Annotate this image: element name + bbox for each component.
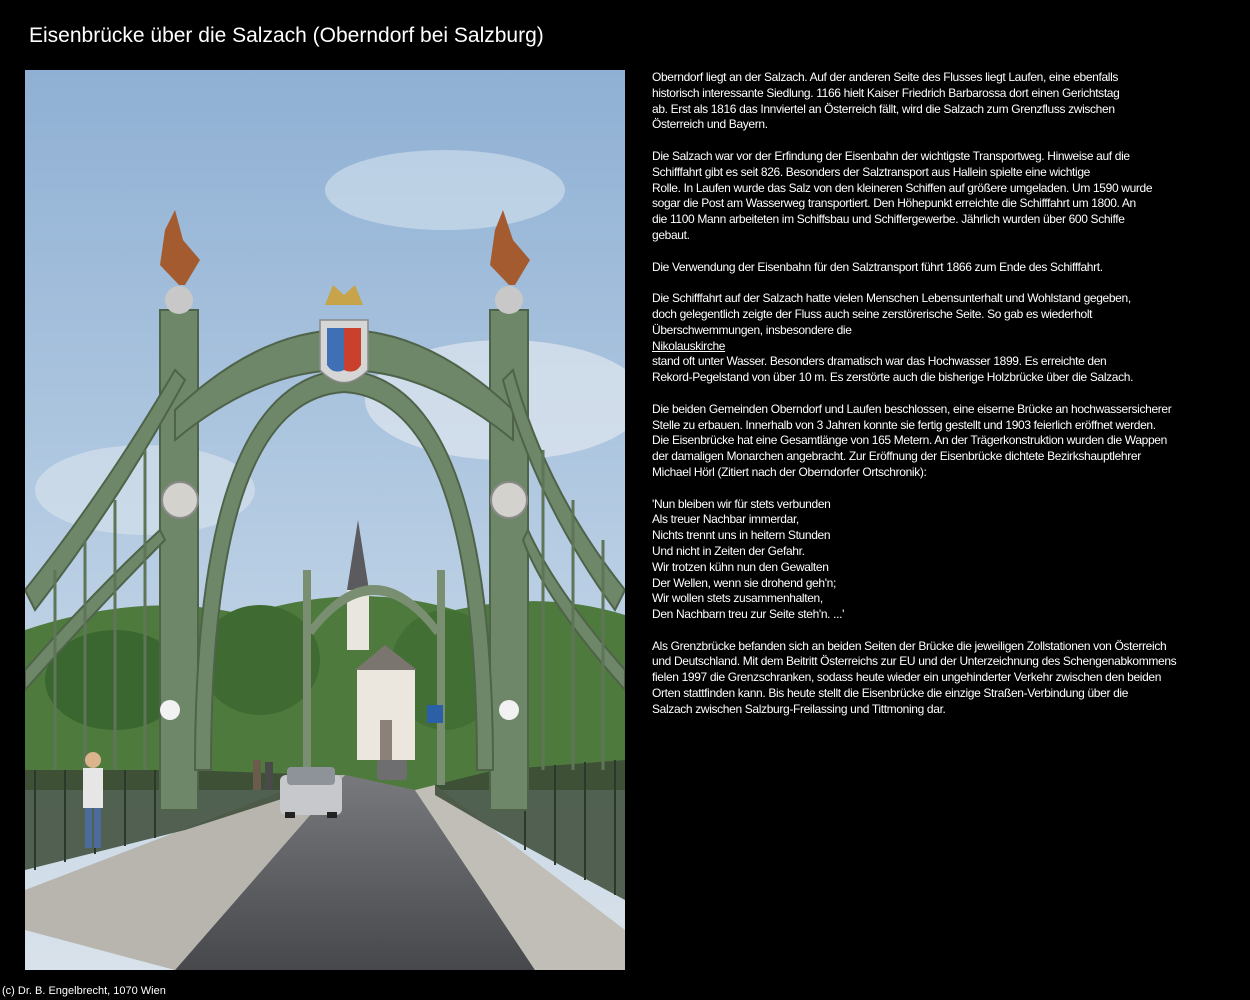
text-line: Die Verwendung der Eisenbahn für den Salztransport führt 1866 zum Ende des Schifffahrt. (652, 259, 1103, 274)
text-line: Orten stattfinden kann. Bis heute stellt die Eisenbrücke die einzige Straßen-Verbindung über die (652, 686, 1129, 701)
text-line: stand oft unter Wasser. Besonders dramatisch war das Hochwasser 1899. Es erreichte den (652, 354, 1107, 369)
page-title: Eisenbrücke über die Salzach (Oberndorf bei Salzburg) (29, 24, 544, 47)
text-line: sogar die Post am Wasserweg transportiert. Den Höhepunkt erreichte die Schifffahrt um 1800. An (652, 196, 1136, 211)
text-line: Die Salzach war vor der Erfindung der Eisenbahn der wichtigste Transportweg. Hinweise auf die (652, 148, 1130, 163)
poem-line: Als treuer Nachbar immerdar, (652, 512, 799, 527)
text-line: Salzach zwischen Salzburg-Freilassing und Tittmoning dar. (652, 701, 946, 716)
poem-line: Den Nachbarn treu zur Seite steh'n. ...' (652, 607, 845, 622)
text-line: Oberndorf liegt an der Salzach. Auf der anderen Seite des Flusses liegt Laufen, eine ebenfalls (652, 70, 1119, 84)
text-line: Die Eisenbrücke hat eine Gesamtlänge von 165 Metern. An der Trägerkonstruktion wurden die Wappen (652, 433, 1167, 448)
nikolauskirche-link[interactable]: Nikolauskirche (652, 338, 726, 353)
description-text (652, 70, 1222, 733)
poem-line: Nichts trennt uns in heitern Stunden (652, 528, 831, 543)
text-line: der damaligen Monarchen angebracht. Zur Eröffnung der Eisenbrücke dichtete Bezirkshauptlehrer (652, 449, 1141, 464)
paragraph-railway (652, 260, 1222, 276)
paragraph-floods (652, 291, 1222, 386)
bridge-photo (25, 70, 625, 970)
text-line: Rolle. In Laufen wurde das Salz von den kleineren Schiffen auf größere umgeladen. Um 1590 wurde (652, 180, 1153, 195)
text-line: Die beiden Gemeinden Oberndorf und Laufen beschlossen, eine eiserne Brücke an hochwassersicherer (652, 401, 1172, 416)
poem-line: Wir trotzen kühn nun den Gewalten (652, 559, 829, 574)
coat-of-arms (320, 285, 368, 383)
paragraph-border (652, 639, 1222, 718)
text-line: gebaut. (652, 227, 690, 242)
text-line: Die Schifffahrt auf der Salzach hatte vielen Menschen Lebensunterhalt und Wohlstand gegeben, (652, 291, 1131, 306)
poem-line: Und nicht in Zeiten der Gefahr. (652, 543, 805, 558)
text-line: Überschwemmungen, insbesondere die (652, 322, 852, 337)
text-line: Österreich und Bayern. (652, 117, 768, 132)
text-line: ab. Erst als 1816 das Innviertel an Österreich fällt, wird die Salzach zum Grenzfluss zwischen (652, 101, 1115, 116)
paragraph-history (652, 70, 1222, 133)
paragraph-bridge (652, 402, 1222, 481)
car (280, 767, 342, 818)
poem (652, 497, 1222, 623)
text-line: die 1100 Mann arbeiteten im Schiffsbau und Schiffergewerbe. Jährlich wurden über 600 Schiffe (652, 212, 1125, 227)
poem-line: Wir wollen stets zusammenhalten, (652, 591, 823, 606)
text-line: Stelle zu erbauen. Innerhalb von 3 Jahren konnte sie fertig gestellt und 1903 feierlich eröffnet werden. (652, 417, 1156, 432)
poem-line: Der Wellen, wenn sie drohend geh'n; (652, 575, 836, 590)
text-line: Als Grenzbrücke befanden sich an beiden Seiten der Brücke die jeweiligen Zollstationen von Österreich (652, 638, 1167, 653)
text-line: und Deutschland. Mit dem Beitritt Österreichs zur EU und der Unterzeichnung des Schengenabkommens (652, 654, 1177, 669)
text-line: fielen 1997 die Grenzschranken, sodass heute wieder ein ungehinderter Verkehr zwischen den beiden (652, 670, 1162, 685)
text-line: Schifffahrt gibt es seit 826. Besonders der Salztransport aus Hallein spielte eine wichtige (652, 164, 1090, 179)
text-line: Michael Hörl (Zitiert nach der Oberndorfer Ortschronik): (652, 464, 927, 479)
text-line: Rekord-Pegelstand von über 10 m. Es zerstörte auch die bisherige Holzbrücke über die Salzach. (652, 370, 1134, 385)
paragraph-shipping (652, 149, 1222, 244)
text-line: historisch interessante Siedlung. 1166 hielt Kaiser Friedrich Barbarossa dort einen Gerichtstag (652, 85, 1120, 100)
text-line: doch gelegentlich zeigte der Fluss auch seine zerstörerische Seite. So gab es wiederholt (652, 306, 1093, 321)
poem-line: 'Nun bleiben wir für stets verbunden (652, 496, 831, 511)
copyright-footer: (c) Dr. B. Engelbrecht, 1070 Wien (2, 985, 166, 997)
